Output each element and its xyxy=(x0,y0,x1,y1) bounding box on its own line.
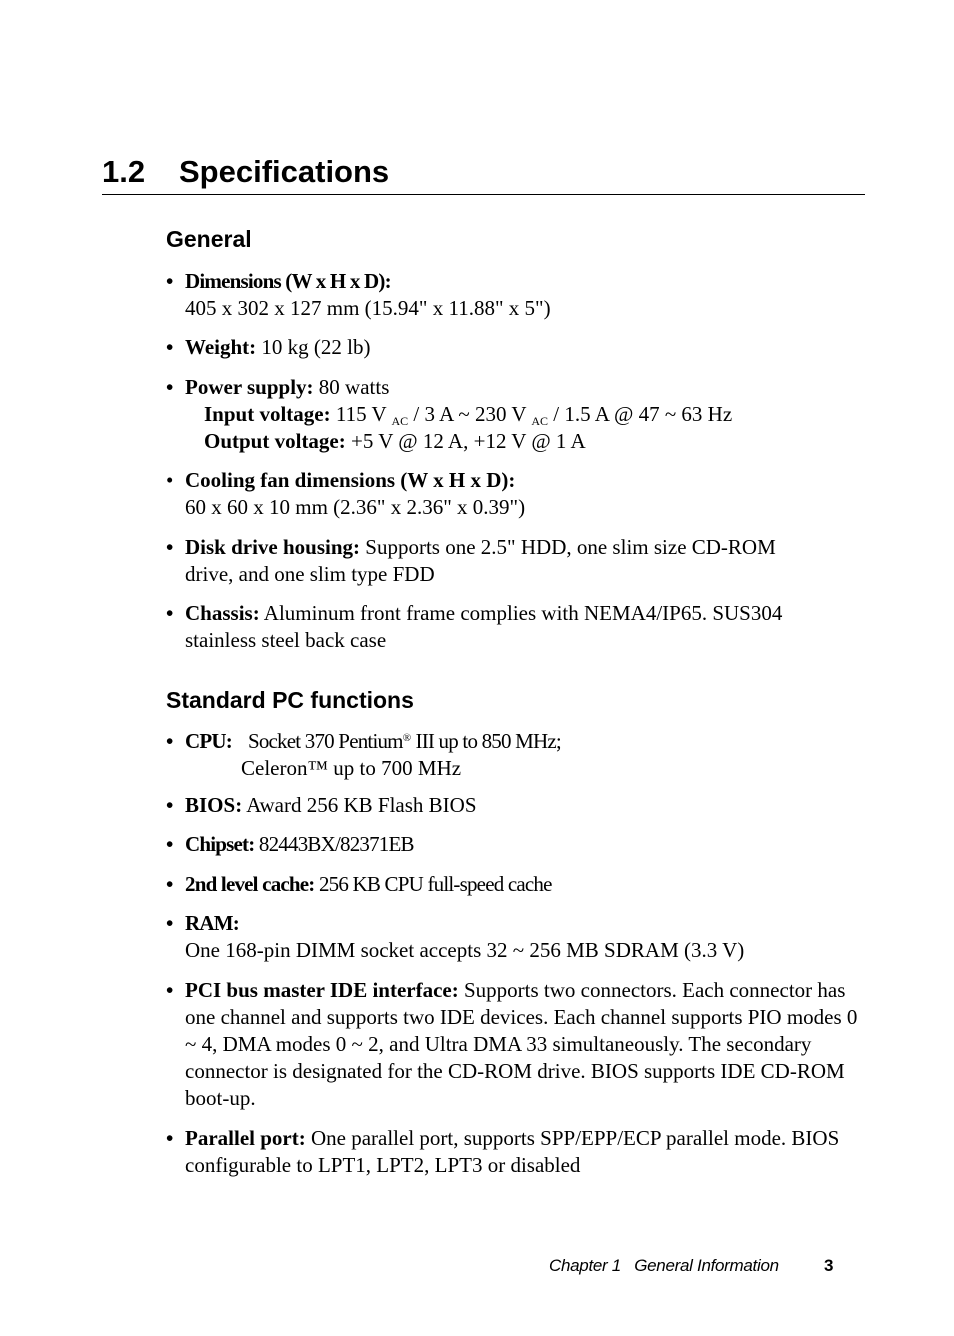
disk-label: Disk drive housing: xyxy=(185,535,361,559)
bullet: • xyxy=(166,793,174,817)
output-voltage-value: +5 V @ 12 A, +12 V @ 1 A xyxy=(345,429,586,453)
pci-label: PCI bus master IDE interface: xyxy=(185,978,459,1002)
power-label: Power supply: xyxy=(185,375,314,399)
cooling-value: 60 x 60 x 10 mm (2.36" x 2.36" x 0.39") xyxy=(185,495,526,519)
section-number: 1.2 xyxy=(102,154,146,189)
output-voltage-label: Output voltage: xyxy=(204,429,346,453)
chassis-value: Aluminum front frame complies with NEMA4/IP65. SUS304 stainless steel back case xyxy=(185,601,783,652)
spec-pci-ide xyxy=(166,977,866,1112)
spec-weight xyxy=(166,334,866,361)
spec-cache xyxy=(166,871,866,898)
input-voltage-c: / 1.5 A @ 47 ~ 63 Hz xyxy=(548,402,733,426)
spec-chassis xyxy=(166,600,866,654)
registered-mark: ® xyxy=(402,732,412,744)
spec-cooling-fan xyxy=(166,467,866,521)
cpu-value-b: III up to 850 MHz; xyxy=(411,729,561,753)
power-value: 80 watts xyxy=(313,375,390,399)
bullet: • xyxy=(166,335,174,359)
cache-label: 2nd level cache: xyxy=(185,872,315,896)
ram-value: One 168-pin DIMM socket accepts 32 ~ 256 MB SDRAM (3.3 V) xyxy=(185,938,745,962)
bullet: • xyxy=(166,872,174,896)
bios-value: Award 256 KB Flash BIOS xyxy=(242,793,477,817)
general-heading: General xyxy=(166,226,252,252)
spec-disk-drive xyxy=(166,534,866,588)
bullet: • xyxy=(166,978,174,1002)
cpu-value-c: Celeron™ up to 700 MHz xyxy=(241,756,462,780)
spec-chipset xyxy=(166,831,866,858)
spec-dimensions xyxy=(166,268,866,322)
input-voltage-label: Input voltage: xyxy=(204,402,331,426)
parallel-value: One parallel port, supports SPP/EPP/ECP parallel mode. BIOS configurable to LPT1, LPT2, LPT3 or disabled xyxy=(185,1126,840,1177)
standard-heading: Standard PC functions xyxy=(166,687,414,713)
spec-parallel-port xyxy=(166,1125,866,1179)
footer-chapter: Chapter 1 General Information xyxy=(549,1256,779,1275)
disk-value: Supports one 2.5" HDD, one slim size CD-ROM drive, and one slim type FDD xyxy=(185,535,776,586)
bullet: • xyxy=(166,468,174,492)
cache-value: 256 KB CPU full-speed cache xyxy=(314,872,552,896)
chipset-value: 82443BX/82371EB xyxy=(254,832,414,856)
bullet: • xyxy=(166,535,174,559)
bullet: • xyxy=(166,269,174,293)
page-number: 3 xyxy=(824,1256,834,1275)
ac-subscript: AC xyxy=(531,414,549,428)
section-title: Specifications xyxy=(179,154,390,189)
bios-label: BIOS: xyxy=(185,793,243,817)
pci-value: Supports two connectors. Each connector has one channel and supports two IDE devices. Each channel supports PIO modes 0 ~ 4, DMA modes 0 ~ 2, and Ultra DMA 33 simultaneously. The secondary connector is designated for the CD-ROM drive. BIOS supports IDE CD-ROM boot-up. xyxy=(185,978,858,1110)
chassis-label: Chassis: xyxy=(185,601,260,625)
section-heading xyxy=(102,152,865,195)
bullet: • xyxy=(166,729,174,753)
spec-ram xyxy=(166,910,866,964)
bullet: • xyxy=(166,375,174,399)
parallel-label: Parallel port: xyxy=(185,1126,306,1150)
ac-subscript: AC xyxy=(391,414,409,428)
spec-bios xyxy=(166,792,866,819)
ram-label: RAM: xyxy=(185,911,239,935)
chipset-label: Chipset: xyxy=(185,832,255,856)
spec-power-supply xyxy=(166,374,866,455)
bullet: • xyxy=(166,911,174,935)
bullet: • xyxy=(166,832,174,856)
cooling-label: Cooling fan dimensions (W x H x D): xyxy=(185,468,516,492)
bullet: • xyxy=(166,1126,174,1150)
weight-value: 10 kg (22 lb) xyxy=(256,335,371,359)
cpu-value-a: Socket 370 Pentium xyxy=(247,729,403,753)
spec-cpu-text xyxy=(166,728,866,782)
weight-label: Weight: xyxy=(185,335,257,359)
input-voltage-a: 115 V xyxy=(330,402,392,426)
dimensions-value: 405 x 302 x 127 mm (15.94" x 11.88" x 5") xyxy=(185,296,551,320)
cpu-label: CPU: xyxy=(185,729,232,753)
dimensions-label: Dimensions (W x H x D): xyxy=(185,269,391,293)
input-voltage-b: / 3 A ~ 230 V xyxy=(408,402,532,426)
bullet: • xyxy=(166,601,174,625)
